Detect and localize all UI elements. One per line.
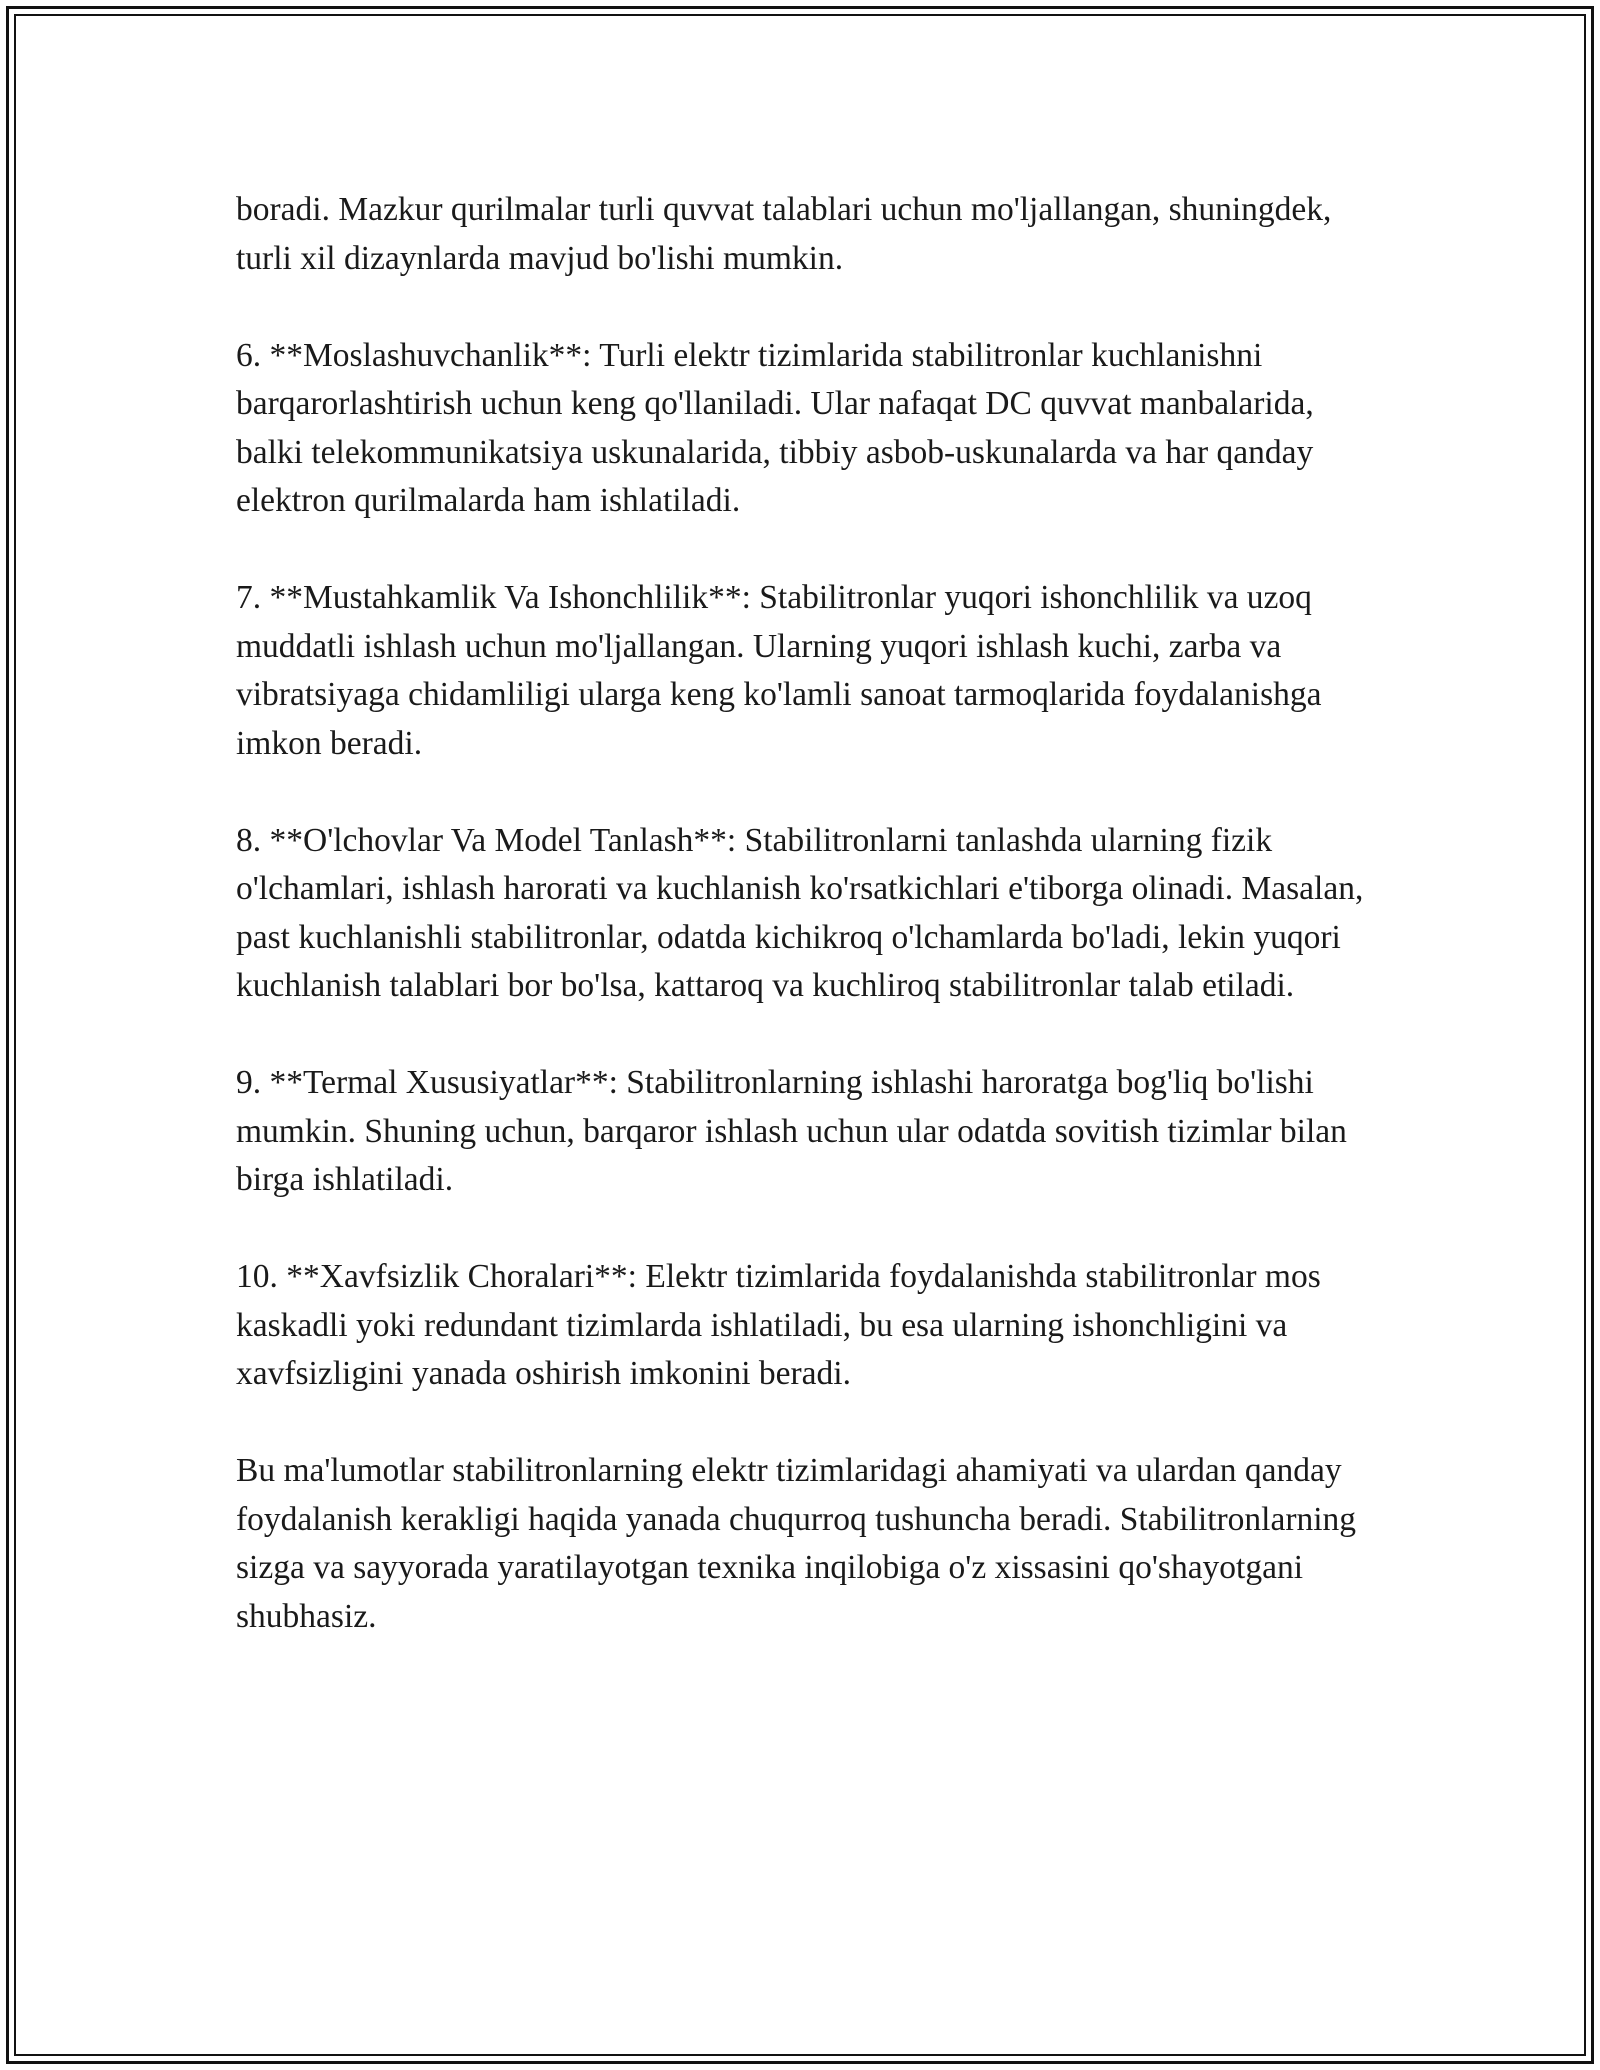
paragraph-conclusion: Bu ma'lumotlar stabilitronlarning elektr tizimlaridagi ahamiyati va ulardan qanday foydalanish kerakligi haqida yanada chuqurroq tushuncha beradi. Stabilitronlarning sizga va sayyorada yaratilayotgan texnika inqilobiga o'z xissasini qo'shayotgani shubhasiz. <box>236 1452 1357 1635</box>
paragraph-item-10: 10. **Xavfsizlik Choralari**: Elektr tizimlarida foydalanishda stabilitronlar mos kaskadli yoki redundant tizimlarda ishlatiladi, bu esa ularning ishonchligini va xavfsizligini yanada oshirish imkonini beradi. <box>236 1258 1321 1392</box>
paragraph-item-9: 9. **Termal Xususiyatlar**: Stabilitronlarning ishlashi haroratga bog'liq bo'lishi mumkin. Shuning uchun, barqaror ishlash uchun ular odatda sovitish tizimlar bilan birga ishlatiladi. <box>236 1064 1347 1198</box>
paragraph-item-7: 7. **Mustahkamlik Va Ishonchlilik**: Stabilitronlar yuqori ishonchlilik va uzoq muddatli ishlash uchun mo'ljallangan. Ularning yuqori ishlash kuchi, zarba va vibratsiyaga chidamliligi ularga keng ko'lamli sanoat tarmoqlarida foydalanishga imkon beradi. <box>236 579 1322 762</box>
paragraph-intro-continuation: boradi. Mazkur qurilmalar turli quvvat talablari uchun mo'ljallangan, shuningdek, turli xil dizaynlarda mavjud bo'lishi mumkin. <box>236 191 1332 277</box>
paragraph-item-6: 6. **Moslashuvchanlik**: Turli elektr tizimlarida stabilitronlar kuchlanishni barqarorlashtirish uchun keng qo'llaniladi. Ular nafaqat DC quvvat manbalarida, balki telekommunikatsiya uskunalarida, tibbiy asbob-uskunalarda va har qanday elektron qurilmalarda ham ishlatiladi. <box>236 336 1314 519</box>
document-body <box>236 186 1376 1690</box>
paragraph-item-8: 8. **O'lchovlar Va Model Tanlash**: Stabilitronlarni tanlashda ularning fizik o'lchamlari, ishlash harorati va kuchlanish ko'rsatkichlari e'tiborga olinadi. Masalan, past kuchlanishli stabilitronlar, odatda kichikroq o'lchamlarda bo'ladi, lekin yuqori kuchlanish talablari bor bo'lsa, kattaroq va kuchliroq stabilitronlar talab etiladi. <box>236 821 1364 1004</box>
